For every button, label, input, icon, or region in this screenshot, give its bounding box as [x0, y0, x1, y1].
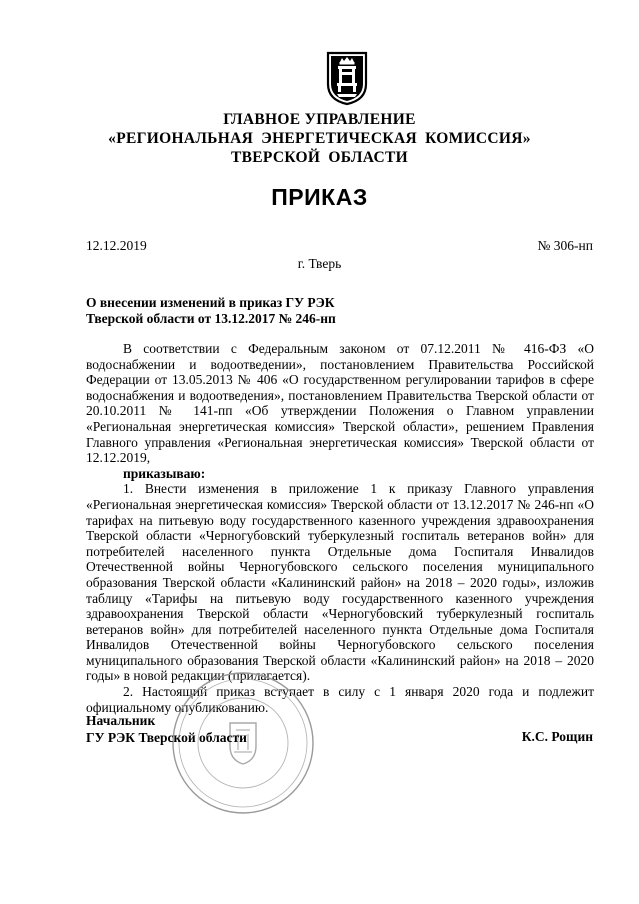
document-number: № 306-нп	[537, 238, 593, 253]
organization-name-line3: ТВЕРСКОЙ ОБЛАСТИ	[231, 149, 408, 166]
preamble-paragraph: В соответствии с Федеральным законом от 07.12.2011 № 416-ФЗ «О водоснабжении и водоотведении», постановлением Правительства Российской Федерации от 13.05.2013 № 406 «О государственном регулировании тарифов в сфере водоснабжения и водоотведения», постановлением Правительства Тверской области от 20.10.2011 № 141-пп «Об утверждении Положения о Главном управлении «Региональная энергетическая комиссия» Тверской области», решением Правления Главного управления «Региональная энергетическая комиссия» Тверской области от 12.12.2019,	[86, 341, 594, 466]
signatory-title-line1: Начальник	[86, 713, 156, 728]
document-subject	[86, 295, 386, 327]
document-date: 12.12.2019	[86, 238, 147, 253]
document-type-title: ПРИКАЗ	[271, 184, 368, 210]
signatory-title-line2: ГУ РЭК Тверской области	[86, 730, 247, 745]
document-body	[86, 341, 594, 715]
subject-line2: Тверской области от 13.12.2017 № 246-нп	[86, 311, 336, 326]
tver-coat-of-arms-icon	[325, 50, 369, 106]
document-city: г. Тверь	[297, 256, 342, 271]
organization-name-line1: ГЛАВНОЕ УПРАВЛЕНИЕ	[223, 111, 416, 128]
signatory-title	[86, 712, 247, 746]
order-item-2: 2. Настоящий приказ вступает в силу с 1 января 2020 года и подлежит официальному опубликованию.	[86, 684, 594, 715]
organization-name-line2: «РЕГИОНАЛЬНАЯ ЭНЕРГЕТИЧЕСКАЯ КОМИССИЯ»	[108, 130, 531, 147]
subject-line1: О внесении изменений в приказ ГУ РЭК	[86, 295, 335, 310]
signatory-name: К.С. Рощин	[521, 729, 593, 744]
order-word: приказываю:	[123, 465, 206, 481]
order-item-1: 1. Внести изменения в приложение 1 к приказу Главного управления «Региональная энергетическая комиссия» Тверской области от 13.12.2017 № 246-нп «О тарифах на питьевую воду государственного казенного учреждения здравоохранения Тверской области «Черногубовский туберкулезный госпиталь ветеранов войн» для потребителей населенного пункта Отдельные дома Госпиталя Инвалидов Отечественной войны Черногубовского сельского поселения муниципального образования Тверской области «Калининский район» на 2018 – 2020 годы», изложив таблицу «Тарифы на питьевую воду государственного казенного учреждения здравоохранения Тверской области «Черногубовский туберкулезный госпиталь ветеранов войн» для потребителей населенного пункта Отдельные дома Госпиталя Инвалидов Отечественной войны Черногубовского сельского поселения муниципального образования Тверской области «Калининский район» на 2018 – 2020 годы» в новой редакции (прилагается).	[86, 481, 594, 684]
